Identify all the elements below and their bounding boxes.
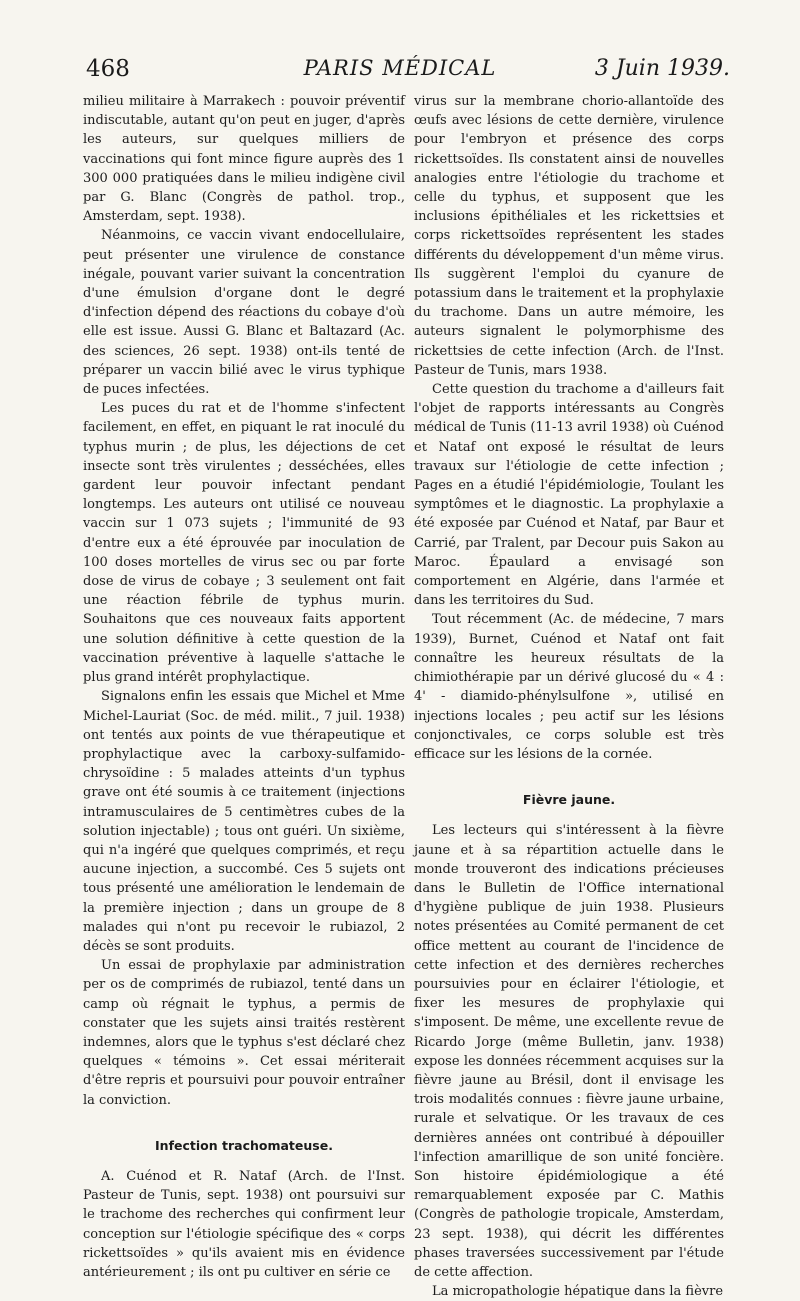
paragraph: Tout récemment (Ac. de médecine, 7 mars 1939), Burnet, Cuénod et Nataf ont fait connaître les heureux résultats de la chimiothérapie par un dérivé glucosé du « 4 : 4' - diamido-phénylsulfone », utilisé en injections locales ; peu actif sur les lésions conjonctivales, ce corps soluble est très efficace sur les lésions de la cornée. bbox=[414, 612, 724, 762]
section-heading-trachoma: Infection trachomateuse. bbox=[155, 1137, 333, 1153]
right-column bbox=[414, 92, 724, 1301]
paragraph: Cette question du trachome a d'ailleurs fait l'objet de rapports intéressants au Congrès médical de Tunis (11-13 avril 1938) où Cuénod et Nataf ont exposé le résultat de leurs travaux sur l'étiologie de cette infection ; Pages en a étudié l'épidémiologie, Toulant les symptômes et le diagnostic. La prophylaxie a été exposée par Cuénod et Nataf, par Baur et Carrié, par Tralent, par Decour puis Sakon au Maroc. Épaulard a envisagé son comportement en Algérie, dans l'armée et dans les territoires du Sud. bbox=[414, 382, 724, 609]
issue-date: 3 Juin 1939. bbox=[594, 56, 730, 81]
paragraph: Néanmoins, ce vaccin vivant endocellulaire, peut présenter une virulence de constance inégale, pouvant varier suivant la concentration d'une émulsion d'organe dont le degré d'infection dépend des réactions du cobaye d'où elle est issue. Aussi G. Blanc et Baltazard (Ac. des sciences, 26 sept. 1938) ont-ils tenté de préparer un vaccin bilié avec le virus typhique de puces infectées. bbox=[83, 228, 405, 398]
section-heading-yellow-fever: Fièvre jaune. bbox=[522, 792, 616, 808]
running-header bbox=[0, 54, 800, 88]
paragraph: Signalons enfin les essais que Michel et Mme Michel-Lauriat (Soc. de méd. milit., 7 juil. 1938) ont tentés aux points de vue thérapeutique et prophylactique avec la carboxy-sulfamido-chrysoïdine : 5 malades atteints d'un typhus grave ont été soumis à ce traitement (injections intramusculaires de 5 centimètres cubes de la solution injectable) ; tous ont guéri. Un sixième, qui n'a ingéré que quelques comprimés, et reçu aucune injection, a succombé. Ces 5 sujets ont tous présenté une amélioration le lendemain de la première injection ; dans un groupe de 8 malades qui n'ont pu recevoir le rubiazol, 2 décès se sont produits. bbox=[83, 689, 405, 954]
paragraph: Les lecteurs qui s'intéressent à la fièvre jaune et à sa répartition actuelle dans le monde trouveront des indications précieuses dans le Bulletin de l'Office international d'hygiène publique de juin 1938. Plusieurs notes présentées au Comité permanent de cet office mettent au courant de l'incidence de cette infection et des dernières recherches poursuivies pour en éclairer l'étiologie, et fixer les mesures de prophylaxie qui s'imposent. De même, une excellente revue de Ricardo Jorge (même Bulletin, janv. 1938) expose les données récemment acquises sur la fièvre jaune au Brésil, dont il envisage les trois modalités connues : fièvre jaune urbaine, rurale et selvatique. Or les travaux de ces dernières années ont contribué à dépouiller l'infection amarillique de son unité foncière. Son histoire épidémiologique a été remarquablement exposée par C. Mathis (Congrès de pathologie tropicale, Amsterdam, 23 sept. 1938), qui décrit les différentes phases traversées successivement par l'étude de cette affection. bbox=[414, 823, 724, 1280]
paragraph: virus sur la membrane chorio-allantoïde des œufs avec lésions de cette dernière, virulence pour l'embryon et présence des corps rickettsoïdes. Ils constatent ainsi de nouvelles analogies entre l'étiologie du trachome et celle du typhus, et supposent que les inclusions épithéliales et les rickettsies et corps rickettsoïdes représentent les stades différents du développement d'un même virus. Ils suggèrent l'emploi du cyanure de potassium dans le traitement et la prophylaxie du trachome. Dans un autre mémoire, les auteurs signalent le polymorphisme des rickettsies de cette infection (Arch. de l'Inst. Pasteur de Tunis, mars 1938. bbox=[414, 94, 724, 378]
paragraph: La micropathologie hépatique dans la fièvre bbox=[432, 1284, 724, 1300]
paragraph: Un essai de prophylaxie par administration per os de comprimés de rubiazol, tenté dans un camp où régnait le typhus, a permis de constater que les sujets ainsi traités restèrent indemnes, alors que le typhus s'est déclaré chez quelques « témoins ». Cet essai mériterait d'être repris et poursuivi pour pouvoir entraîner la conviction. bbox=[83, 958, 405, 1108]
left-column bbox=[83, 92, 405, 1282]
paragraph: milieu militaire à Marrakech : pouvoir préventif indiscutable, autant qu'on peut en juger, d'après les auteurs, sur quelques milliers de vaccinations qui font mince figure auprès des 1 300 000 pratiquées dans le milieu indigène civil par G. Blanc (Congrès de pathol. trop., Amsterdam, sept. 1938). bbox=[83, 94, 405, 225]
journal-title: PARIS MÉDICAL bbox=[303, 56, 497, 80]
paragraph: Les puces du rat et de l'homme s'infectent facilement, en effet, en piquant le rat inoculé du typhus murin ; de plus, les déjections de cet insecte sont très virulentes ; desséchées, elles gardent leur pouvoir infectant pendant longtemps. Les auteurs ont utilisé ce nouveau vaccin sur 1 073 sujets ; l'immunité de 93 d'entre eux a été éprouvée par inoculation de 100 doses mortelles de virus sec ou par forte dose de virus de cobaye ; 3 seulement ont fait une réaction fébrile de typhus murin. Souhaitons que ces nouveaux faits apportent une solution définitive à cette question de la vaccination préventive à laquelle s'attache le plus grand intérêt prophylactique. bbox=[83, 401, 405, 686]
page-number: 468 bbox=[86, 56, 130, 82]
paragraph: A. Cuénod et R. Nataf (Arch. de l'Inst. Pasteur de Tunis, sept. 1938) ont poursuivi sur le trachome des recherches qui confirment leur conception sur l'étiologie spécifique des « corps rickettsoïdes » qu'ils avaient mis en évidence antérieurement ; ils ont pu cultiver en série ce bbox=[83, 1168, 405, 1280]
